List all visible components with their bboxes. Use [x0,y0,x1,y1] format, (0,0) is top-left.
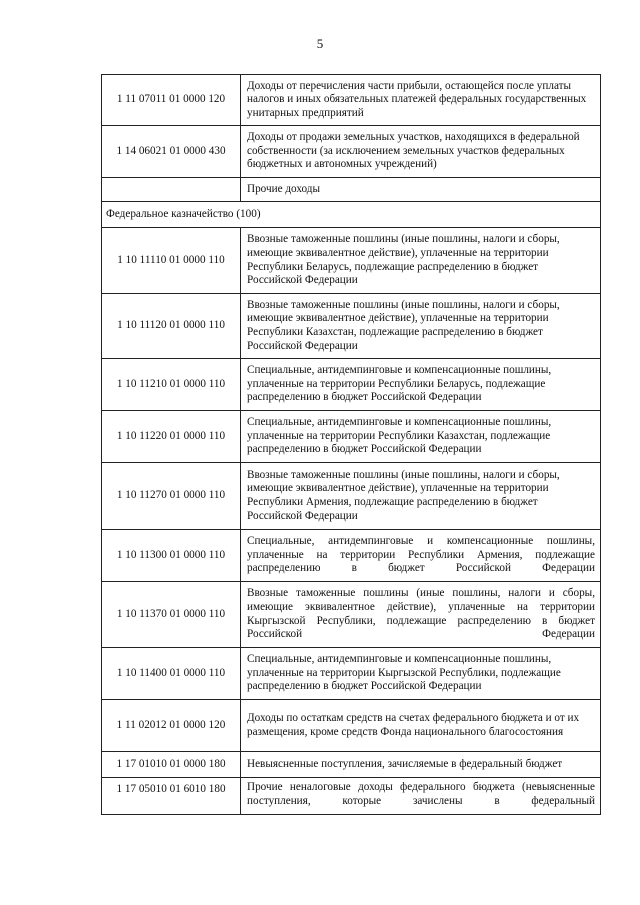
budget-code-cell: 1 14 06021 01 0000 430 [102,126,241,178]
budget-code-cell: 1 11 07011 01 0000 120 [102,75,241,126]
revenue-description-cell: Доходы по остаткам средств на счетах федерального бюджета и от их размещения, кроме средств Фонда национального благосостояния [241,700,601,752]
table-row [102,778,601,815]
revenue-description-cell: Ввозные таможенные пошлины (иные пошлины, налоги и сборы, имеющие эквивалентное действие), уплаченные на территории Республики Беларусь, подлежащие распределению в бюджет Российской Федерации [241,228,601,294]
table-row [102,463,601,530]
page-number: 5 [316,36,324,51]
revenue-description-text: Прочие неналоговые доходы федерального бюджета (невыясненные поступления, которые зачислены в федеральный [247,781,595,807]
budget-code-cell: 1 11 02012 01 0000 120 [102,700,241,752]
revenue-description-cell: Ввозные таможенные пошлины (иные пошлины, налоги и сборы, имеющие эквивалентное действие), уплаченные на территории Республики Казахстан, подлежащие распределению в бюджет Российской Федерации [241,294,601,359]
table-row [102,648,601,700]
budget-code-cell: 1 10 11210 01 0000 110 [102,359,241,411]
revenue-description-cell: Специальные, антидемпинговые и компенсационные пошлины, уплаченные на территории Республики Армения, подлежащие распределению в бюджет Российской Федерации [241,530,601,582]
revenue-description-cell [241,778,601,815]
budget-code-cell: 1 10 11400 01 0000 110 [102,648,241,700]
table-row [102,359,601,411]
table-row [102,294,601,359]
table-row [102,126,601,178]
revenue-description-cell: Специальные, антидемпинговые и компенсационные пошлины, уплаченные на территории Республики Беларусь, подлежащие распределению в бюджет Российской Федерации [241,359,601,411]
revenue-description-cell: Доходы от продажи земельных участков, находящихся в федеральной собственности (за исключением земельных участков федеральных бюджетных и автономных учреждений) [241,126,601,178]
table-row [102,228,601,294]
budget-code-cell: 1 10 11120 01 0000 110 [102,294,241,359]
table-row [102,752,601,778]
revenue-description-cell: Ввозные таможенные пошлины (иные пошлины, налоги и сборы, имеющие эквивалентное действие), уплаченные на территории Кыргызской Республики, подлежащие распределению в бюджет Российской Федерации [241,582,601,648]
table-row [102,75,601,126]
section-header-row [102,202,601,228]
revenue-description-cell: Ввозные таможенные пошлины (иные пошлины, налоги и сборы, имеющие эквивалентное действие), уплаченные на территории Республики Армения, подлежащие распределению в бюджет Российской Федерации [241,463,601,530]
table-row [102,582,601,648]
table-row [102,530,601,582]
revenue-description-cell: Специальные, антидемпинговые и компенсационные пошлины, уплаченные на территории Кыргызской Республики, подлежащие распределению в бюджет Российской Федерации [241,648,601,700]
revenue-codes-table [101,74,601,815]
budget-code-cell: 1 10 11370 01 0000 110 [102,582,241,648]
section-title: Федеральное казначейство (100) [102,202,601,228]
budget-code-cell: 1 10 11110 01 0000 110 [102,228,241,294]
budget-code-cell: 1 17 01010 01 0000 180 [102,752,241,778]
table-row [102,178,601,202]
revenue-description-cell: Специальные, антидемпинговые и компенсационные пошлины, уплаченные на территории Республики Казахстан, подлежащие распределению в бюджет Российской Федерации [241,411,601,463]
table-row [102,411,601,463]
table-row [102,700,601,752]
budget-code-cell: 1 17 05010 01 6010 180 [102,778,241,815]
revenue-description-cell: Доходы от перечисления части прибыли, остающейся после уплаты налогов и иных обязательных платежей федеральных государственных унитарных предприятий [241,75,601,126]
budget-code-cell: 1 10 11300 01 0000 110 [102,530,241,582]
budget-code-cell: 1 10 11270 01 0000 110 [102,463,241,530]
revenue-description-cell: Прочие доходы [241,178,601,202]
budget-code-cell [102,178,241,202]
revenue-description-cell: Невыясненные поступления, зачисляемые в федеральный бюджет [241,752,601,778]
budget-code-cell: 1 10 11220 01 0000 110 [102,411,241,463]
